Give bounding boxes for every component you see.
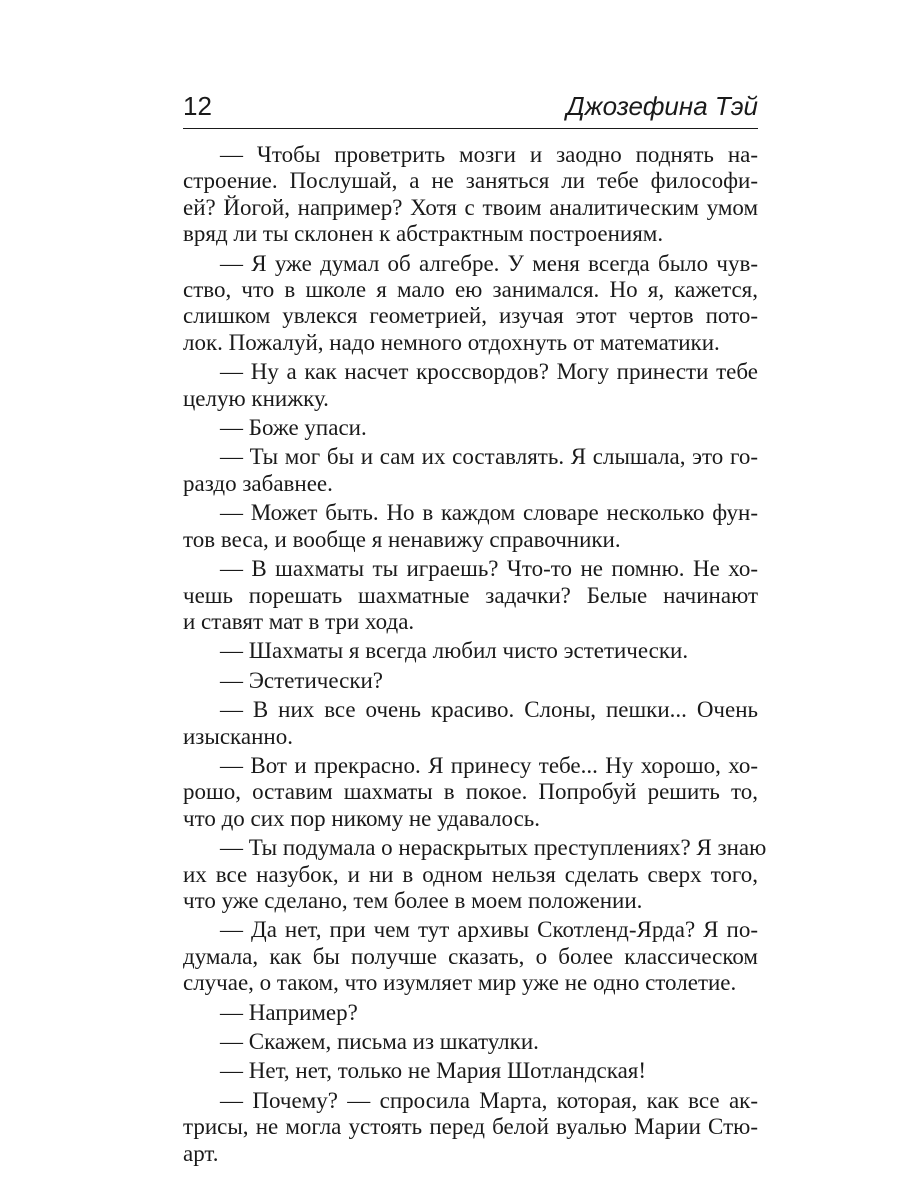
text-line: — Чтобы проветрить мозги и заодно поднять на- [220,142,758,167]
text-line: трисы, не могла устоять перед белой вуалью Марии Стю- [183,1114,758,1140]
paragraph [183,638,758,664]
paragraph [183,556,758,635]
paragraph [183,668,758,694]
text-line: что до сих пор никому не удавалось. [183,805,541,831]
text-line: — Например? [220,999,358,1025]
text-line: чешь порешать шахматные задачки? Белые начинают [183,582,758,608]
text-line: строение. Послушай, а не заняться ли тебе философи- [183,168,758,194]
text-line: — Боже упаси. [220,415,367,441]
paragraph [183,1058,758,1084]
text-line: — В них все очень красиво. Слоны, пешки... Очень [220,697,758,723]
paragraph [183,359,758,412]
paragraph [183,697,758,750]
text-line: — Ты мог бы и сам их составлять. Я слышала, это го- [220,444,758,470]
text-line: — Шахматы я всегда любил чисто эстетически. [220,638,689,664]
text-line: слишком увлекся геометрией, изучая этот чертов пото- [183,303,758,329]
paragraph [183,835,767,914]
text-line: их все назубок, и ни в одном нельзя сделать сверх того, [183,861,758,887]
text-line: ство, что в школе я мало ею занимался. Но я, кажется, [183,277,758,303]
text-line: лок. Пожалуй, надо немного отдохнуть от математики. [183,329,720,355]
text-line: целую книжку. [183,385,329,411]
text-line: раздо забавнее. [183,470,333,496]
text-line: что уже сделано, тем более в моем положении. [183,887,643,913]
body-text [183,142,767,1170]
text-line: — В шахматы ты играешь? Что-то не помню. Не хо- [220,556,758,582]
text-line: — Скажем, письма из шкатулки. [220,1029,539,1054]
text-line: — Вот и прекрасно. Я принесу тебе... Ну хорошо, хо- [220,752,758,778]
text-line: вряд ли ты склонен к абстрактным построениям. [183,221,664,247]
header-rule [183,128,758,129]
paragraph [183,917,758,996]
text-line: — Ты подумала о нераскрытых преступлениях? Я знаю [220,835,767,861]
text-line: ей? Йогой, например? Хотя с твоим аналитическим умом [183,194,758,220]
paragraph [183,500,758,553]
text-line: изысканно. [183,723,293,749]
text-line: тов веса, и вообще я ненавижу справочники. [183,526,621,552]
running-head-author: Джозефина Тэй [566,91,758,121]
text-line: арт. [183,1140,219,1166]
paragraph [183,444,758,497]
text-line: — Нет, нет, только не Мария Шотландская! [220,1058,647,1084]
paragraph [183,1088,758,1167]
paragraph [183,415,758,441]
text-line: рошо, оставим шахматы в покое. Попробуй решить то, [183,779,758,805]
page-number: 12 [183,91,212,121]
text-line: — Да нет, при чем тут архивы Скотленд-Ярда? Я по- [220,917,758,943]
text-line: думала, как бы получше сказать, о более классическом [183,943,758,969]
text-line: — Я уже думал об алгебре. У меня всегда было чув- [220,250,758,276]
text-line: и ставят мат в три хода. [183,608,415,634]
paragraph [183,753,758,832]
paragraph [183,1029,758,1055]
text-line: случае, о таком, что изумляет мир уже не одно столетие. [183,970,737,996]
text-line: — Эстетически? [220,667,384,693]
text-line: — Почему? — спросила Марта, которая, как все ак- [220,1087,758,1113]
paragraph [183,142,758,248]
page-header [183,88,758,132]
paragraph [183,1000,758,1026]
text-line: — Может быть. Но в каждом словаре несколько фун- [220,500,758,526]
paragraph [183,251,758,357]
text-line: — Ну а как насчет кроссвордов? Могу принести тебе [220,359,758,385]
